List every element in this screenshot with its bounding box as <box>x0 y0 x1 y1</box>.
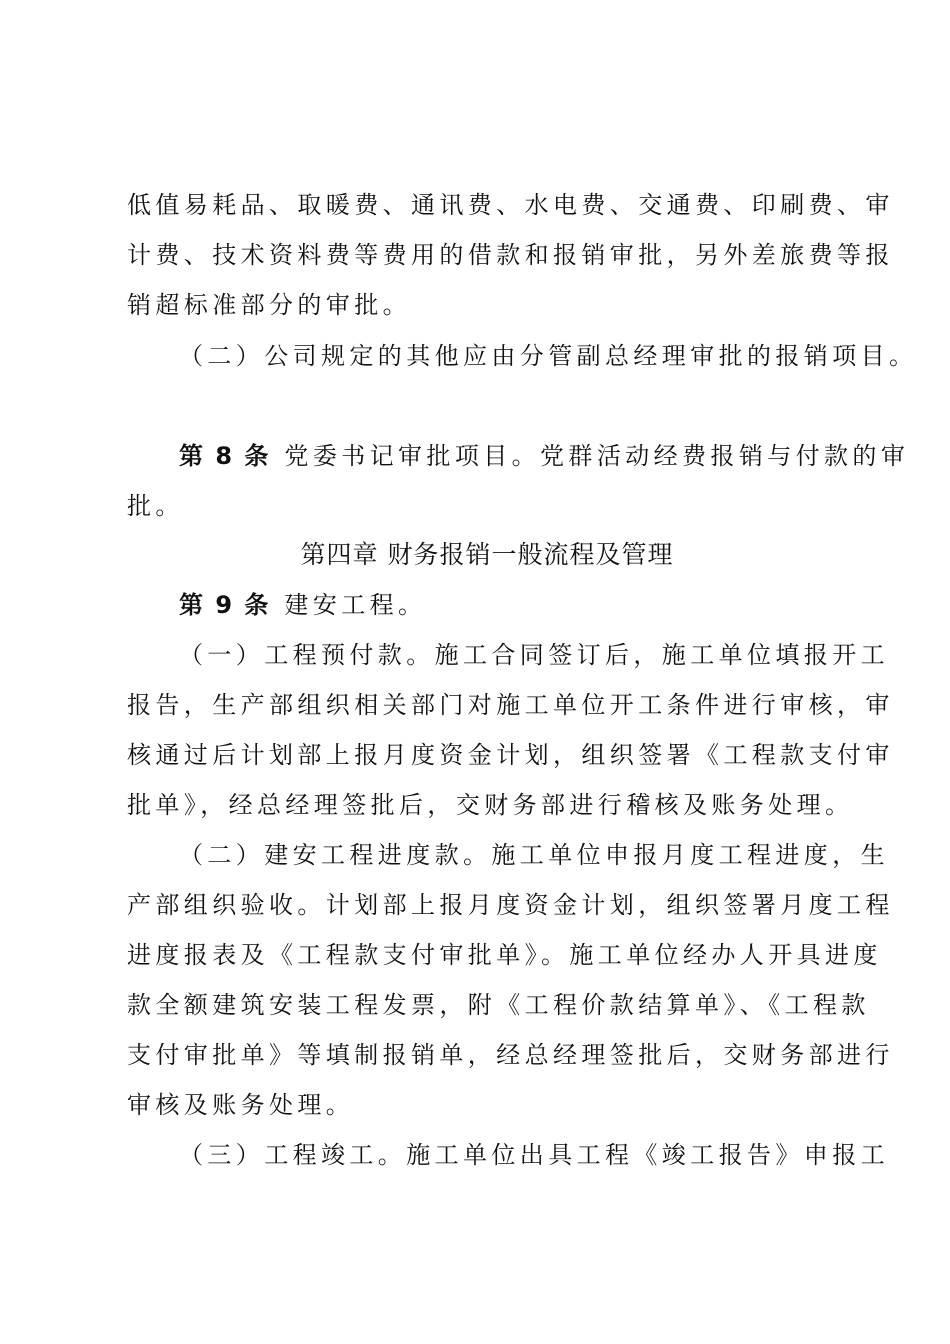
paragraph-line: 计费、技术资料费等费用的借款和报销审批，另外差旅费等报 <box>127 241 894 269</box>
article-9-label: 第 9 条 <box>179 591 271 619</box>
article-8-line <box>179 431 910 481</box>
paragraph-line: 款全额建筑安装工程发票，附《工程价款结算单》、《工程款 <box>127 991 870 1019</box>
paragraph-line: 批单》，经总经理签批后，交财务部进行稽核及账务处理。 <box>127 791 854 819</box>
paragraph-line: 核通过后计划部上报月度资金计划，组织签署《工程款支付审 <box>127 741 894 769</box>
paragraph-line: 低值易耗品、取暖费、通讯费、水电费、交通费、印刷费、审 <box>127 191 894 219</box>
paragraph-line: 审核及账务处理。 <box>127 1091 355 1119</box>
paragraph-line: （三）工程竣工。施工单位出具工程《竣工报告》申报工 <box>179 1141 889 1169</box>
paragraph-line: 批。 <box>127 492 184 520</box>
paragraph-line: （二）公司规定的其他应由分管副总经理审批的报销项目。 <box>179 342 918 370</box>
article-8-label: 第 8 条 <box>179 442 271 470</box>
paragraph-line: 销超标准部分的审批。 <box>127 291 411 319</box>
article-9-text: 建安工程。 <box>284 591 427 619</box>
paragraph-line: 产部组织验收。计划部上报月度资金计划，组织签署月度工程 <box>127 891 894 919</box>
article-9-line <box>179 580 847 630</box>
paragraph-line: 进度报表及《工程款支付审批单》。施工单位经办人开具进度 <box>127 941 882 969</box>
paragraph-line: （一）工程预付款。施工合同签订后，施工单位填报开工 <box>179 641 889 669</box>
paragraph-line: 报告，生产部组织相关部门对施工单位开工条件进行审核，审 <box>127 691 894 719</box>
paragraph-line: （二）建安工程进度款。施工单位申报月度工程进度，生 <box>179 841 889 869</box>
article-8-text: 党委书记审批项目。党群活动经费报销与付款的审 <box>284 442 910 470</box>
paragraph-line: 支付审批单》等填制报销单，经总经理签批后，交财务部进行 <box>127 1041 894 1069</box>
chapter-heading: 第四章 财务报销一般流程及管理 <box>300 540 674 569</box>
